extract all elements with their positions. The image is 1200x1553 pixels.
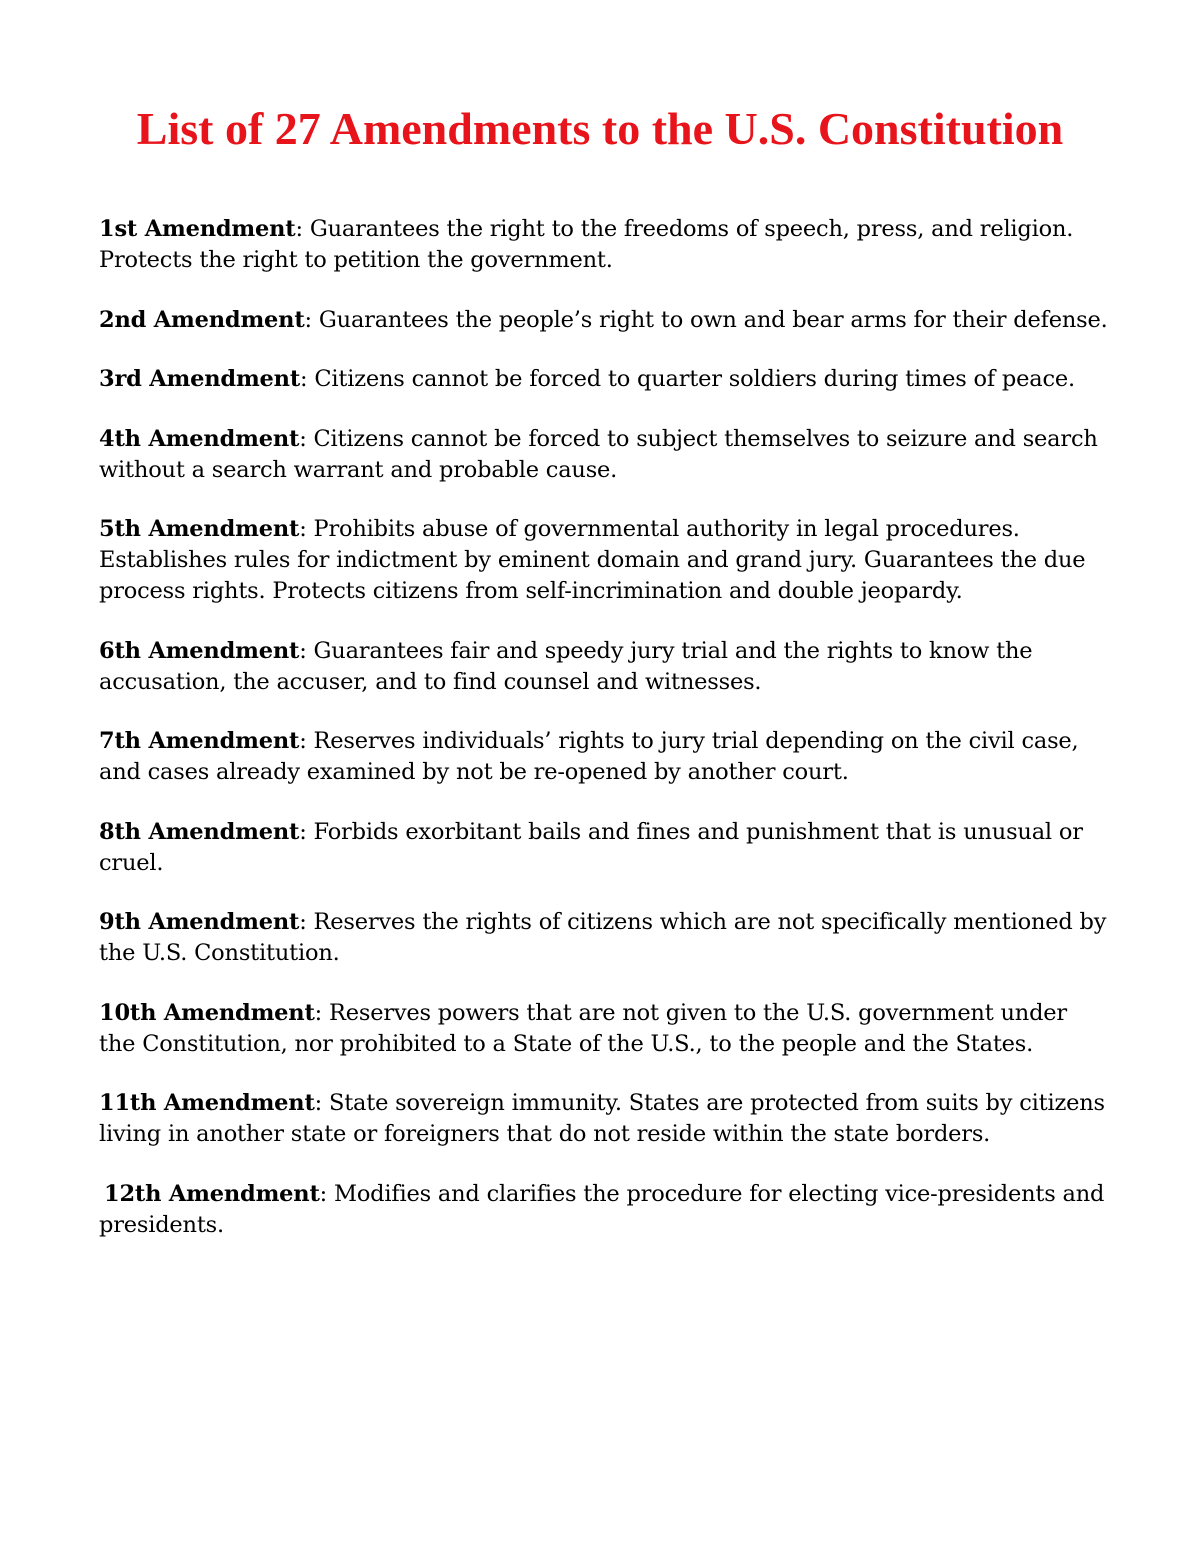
amendment-text: Forbids exorbitant bails and fines and punishment that is unusual or cruel. — [99, 818, 1083, 876]
amendment-text: Citizens cannot be forced to subject themselves to seizure and search without a search warrant and probable cause. — [99, 425, 1098, 483]
amendment-item — [99, 817, 1109, 879]
amendment-item — [99, 907, 1109, 969]
amendment-name: 4th Amendment — [99, 425, 300, 452]
amendment-text: Reserves individuals’ rights to jury trial depending on the civil case, and cases already examined by not be re-opened by another court. — [99, 728, 1079, 785]
amendment-text: Citizens cannot be forced to quarter soldiers during times of peace. — [314, 366, 1075, 392]
amendment-name: 12th Amendment — [104, 1180, 320, 1207]
amendment-name: 9th Amendment — [99, 909, 300, 935]
amendment-item — [99, 998, 1109, 1060]
amendment-name: 8th Amendment — [99, 818, 300, 845]
amendment-text: Guarantees fair and speedy jury trial and the rights to know the accusation, the accuser, and to find counsel and witnesses. — [99, 637, 1033, 695]
amendment-separator: : — [295, 216, 310, 242]
amendment-separator: : — [299, 516, 314, 542]
amendment-separator: : — [314, 999, 329, 1026]
amendment-separator: : — [299, 728, 314, 754]
amendment-name: 1st Amendment — [99, 216, 296, 242]
amendment-separator: : — [299, 909, 314, 935]
amendment-separator: : — [299, 637, 314, 664]
amendment-text: Reserves the rights of citizens which are not specifically mentioned by the U.S. Constitution. — [99, 909, 1107, 966]
amendment-separator: : — [299, 425, 314, 452]
amendment-separator: : — [300, 366, 315, 392]
amendment-name: 11th Amendment — [99, 1090, 315, 1116]
amendment-list — [99, 214, 1109, 1269]
amendment-separator: : — [304, 306, 319, 333]
amendment-text: Prohibits abuse of governmental authority in legal procedures. Establishes rules for indictment by eminent domain and grand jury. Guarantees the due process rights. Protects citizens from self-incrimination and double jeopardy. — [99, 516, 1086, 604]
amendment-item — [99, 1179, 1109, 1241]
amendment-item — [99, 636, 1109, 698]
amendment-item — [99, 214, 1109, 276]
amendment-item — [99, 1088, 1109, 1150]
amendment-item — [99, 305, 1109, 336]
amendment-item — [99, 726, 1109, 788]
amendment-text: Guarantees the right to the freedoms of speech, press, and religion. Protects the right to petition the government. — [99, 216, 1074, 273]
amendment-item — [99, 514, 1109, 607]
amendment-text: Reserves powers that are not given to the U.S. government under the Constitution, nor prohibited to a State of the U.S., to the people and the States. — [99, 999, 1067, 1057]
amendment-separator: : — [314, 1090, 329, 1116]
amendment-item — [99, 364, 1109, 395]
amendment-separator: : — [319, 1180, 334, 1207]
document-title: List of 27 Amendments to the U.S. Constitution — [136, 103, 1064, 154]
amendment-name: 10th Amendment — [99, 999, 315, 1026]
amendment-item — [99, 424, 1109, 486]
amendment-name: 5th Amendment — [99, 516, 300, 542]
amendment-name: 6th Amendment — [99, 637, 300, 664]
amendment-text: Modifies and clarifies the procedure for electing vice-presidents and presidents. — [99, 1180, 1105, 1238]
amendment-name: 2nd Amendment — [99, 306, 305, 333]
amendment-text: State sovereign immunity. States are protected from suits by citizens living in another state or foreigners that do not reside within the state borders. — [99, 1090, 1105, 1147]
amendment-text: Guarantees the people’s right to own and bear arms for their defense. — [318, 306, 1108, 333]
amendment-separator: : — [299, 818, 314, 845]
amendment-name: 3rd Amendment — [99, 366, 301, 392]
amendment-name: 7th Amendment — [99, 728, 300, 754]
